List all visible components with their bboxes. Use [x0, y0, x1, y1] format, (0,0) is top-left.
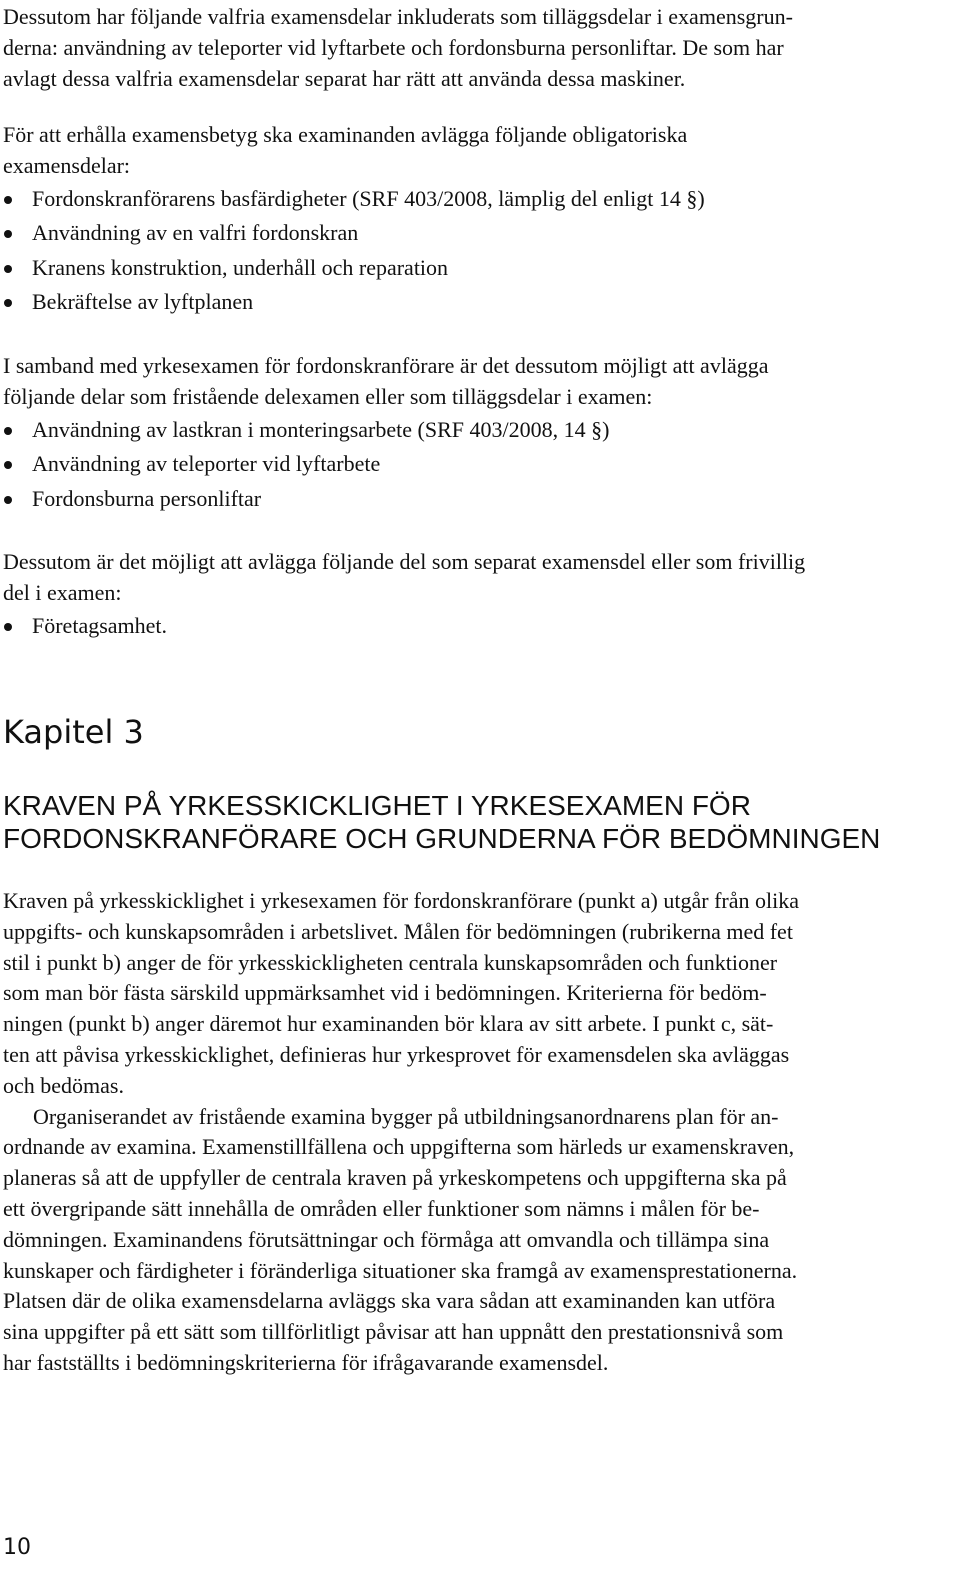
intro-line: derna: användning av teleporter vid lyftarbete och fordonsburna personliftar. De som har — [3, 34, 784, 60]
list-item: Användning av en valfri fordonskran — [3, 216, 953, 251]
body-line: ten att påvisa yrkesskicklighet, definieras hur yrkesprovet för examensdelen ska avläggas — [3, 1041, 790, 1067]
list-item: Användning av teleporter vid lyftarbete — [3, 447, 953, 482]
separate-list — [3, 609, 953, 644]
obligatory-intro-line: För att erhålla examensbetyg ska examinanden avlägga följande obligatoriska — [3, 122, 688, 147]
optional-list — [3, 413, 953, 517]
body-line: och bedömas. — [3, 1072, 124, 1098]
list-item: Kranens konstruktion, underhåll och reparation — [3, 251, 953, 286]
separate-intro-line: del i examen: — [3, 579, 122, 605]
body-text — [3, 886, 953, 1379]
body-paragraph — [3, 1102, 953, 1379]
body-line: har fastställts i bedömningskriterierna för ifrågavarande examensdel. — [3, 1349, 609, 1375]
optional-intro-line: följande delar som fristående delexamen eller som tilläggsdelar i examen: — [3, 383, 653, 409]
page-number: 10 — [3, 1535, 31, 1560]
body-line: som man bör fästa särskild uppmärksamhet vid i bedömningen. Kriterierna för bedöm- — [3, 980, 767, 1006]
body-line: kunskaper och färdigheter i föränderliga situationer ska framgå av examensprestationerna. — [3, 1257, 798, 1283]
intro-paragraph — [3, 2, 953, 94]
obligatory-section — [3, 120, 953, 320]
body-line: ordnande av examina. Examenstillfällena och uppgifterna som härleds ur examenskraven, — [3, 1134, 795, 1160]
body-line: sina uppgifter på ett sätt som tillförlitligt påvisar att han uppnått den prestationsnivå som — [3, 1319, 784, 1345]
intro-line: Dessutom har följande valfria examensdelar inkluderats som tilläggsdelar i examensgrun- — [3, 4, 793, 29]
list-item: Fordonskranförarens basfärdigheter (SRF 403/2008, lämplig del enligt 14 §) — [3, 182, 953, 217]
heading-line: FORDONSKRANFÖRARE OCH GRUNDERNA FÖR BEDÖMNINGEN — [3, 823, 881, 854]
separate-section — [3, 547, 953, 643]
body-line: stil i punkt b) anger de för yrkesskickligheten centrala kunskapsområden och funktioner — [3, 949, 778, 975]
section-heading — [3, 789, 953, 855]
optional-intro-line: I samband med yrkesexamen för fordonskranförare är det dessutom möjligt att avlägga — [3, 353, 769, 378]
body-line: dömningen. Examinandens förutsättningar och förmåga att omvandla och tillämpa sina — [3, 1226, 770, 1252]
separate-intro-line: Dessutom är det möjligt att avlägga följande del som separat examensdel eller som frivillig — [3, 549, 806, 574]
list-item: Användning av lastkran i monteringsarbete (SRF 403/2008, 14 §) — [3, 413, 953, 448]
list-item: Företagsamhet. — [3, 609, 953, 644]
body-paragraph — [3, 886, 953, 1102]
body-line: ningen (punkt b) anger däremot hur examinanden bör klara av sitt arbete. I punkt c, sät- — [3, 1011, 774, 1037]
body-line: Platsen där de olika examensdelarna avläggs ska vara sådan att examinanden kan utföra — [3, 1288, 776, 1314]
list-item: Fordonsburna personliftar — [3, 482, 953, 517]
heading-line: KRAVEN PÅ YRKESSKICKLIGHET I YRKESEXAMEN FÖR — [3, 790, 751, 821]
body-line: planeras så att de uppfyller de centrala kraven på yrkeskompetens och uppgifterna ska på — [3, 1165, 787, 1191]
obligatory-intro-line: examensdelar: — [3, 152, 131, 178]
obligatory-list — [3, 182, 953, 320]
chapter-title: Kapitel 3 — [3, 713, 144, 751]
body-line: uppgifts- och kunskapsområden i arbetslivet. Målen för bedömningen (rubrikerna med fet — [3, 918, 793, 944]
list-item: Bekräftelse av lyftplanen — [3, 285, 953, 320]
body-line: Kraven på yrkesskicklighet i yrkesexamen för fordonskranförare (punkt a) utgår från olika — [3, 888, 799, 913]
body-line: ett övergripande sätt innehålla de områden eller funktioner som nämns i målen för be- — [3, 1195, 760, 1221]
body-line: Organiserandet av fristående examina bygger på utbildningsanordnarens plan för an- — [33, 1103, 779, 1129]
optional-section — [3, 351, 953, 516]
intro-line: avlagt dessa valfria examensdelar separat har rätt att använda dessa maskiner. — [3, 65, 686, 91]
